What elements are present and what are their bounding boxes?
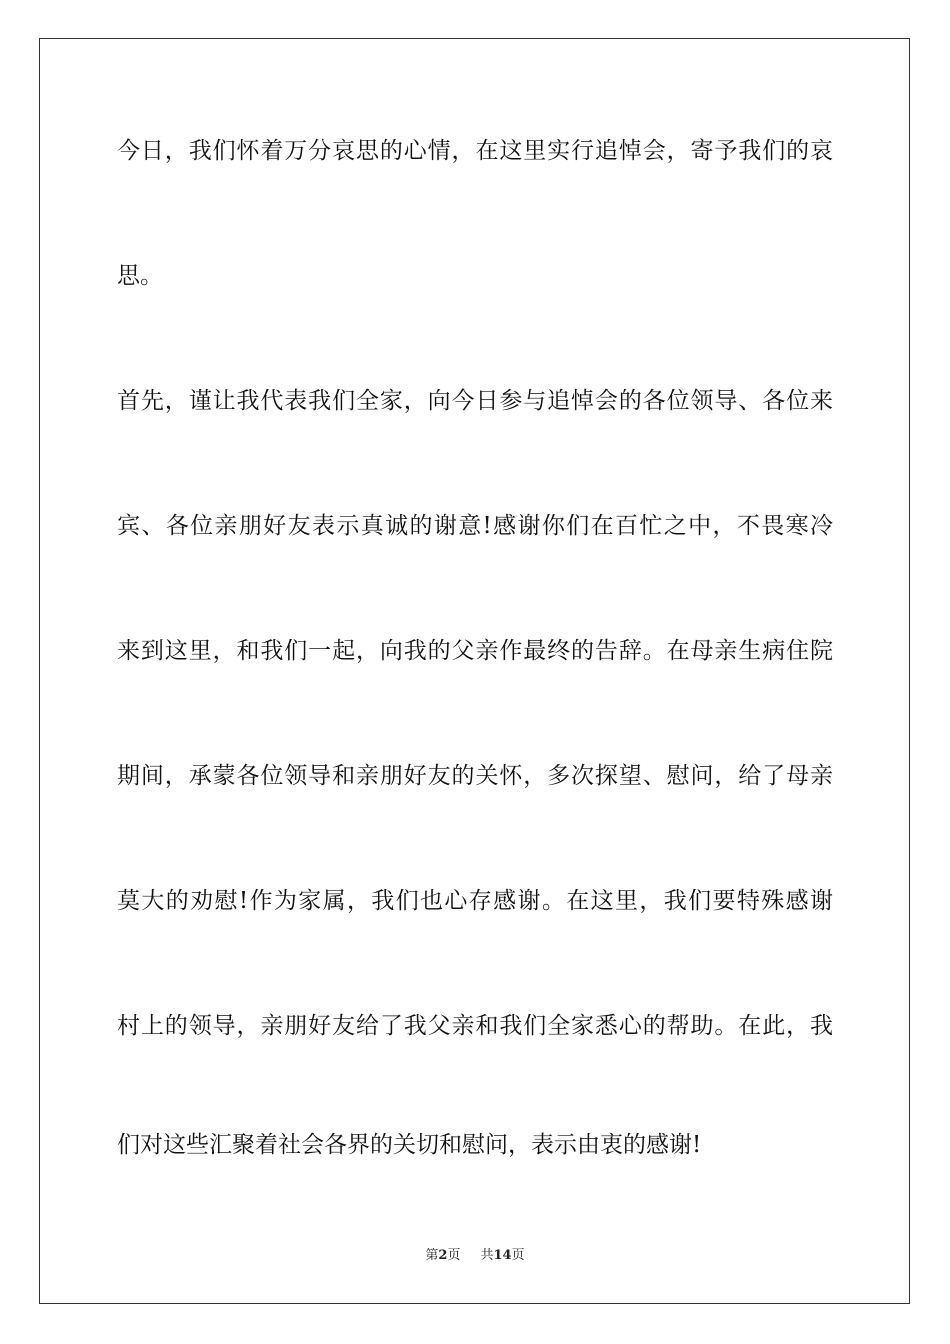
text-line-7: 莫大的劝慰!作为家属，我们也心存感谢。在这里，我们要特殊感谢 — [117, 888, 833, 914]
text-line-3: 首先，谨让我代表我们全家，向今日参与追悼会的各位领导、各位来 — [117, 388, 833, 414]
page-border — [39, 38, 910, 1304]
total-pages: 14 — [493, 1248, 512, 1263]
text-line-8: 村上的领导，亲朋好友给了我父亲和我们全家悉心的帮助。在此，我 — [117, 1013, 833, 1039]
total-label-suffix: 页 — [511, 1248, 525, 1263]
text-line-1: 今日，我们怀着万分哀思的心情，在这里实行追悼会，寄予我们的哀 — [117, 138, 833, 164]
page-footer — [0, 1247, 950, 1265]
text-line-9: 们对这些汇聚着社会各界的关切和慰问，表示由衷的感谢! — [117, 1132, 702, 1158]
total-label-prefix: 共 — [480, 1248, 494, 1263]
text-line-2: 思。 — [117, 263, 163, 289]
text-line-6: 期间，承蒙各位领导和亲朋好友的关怀，多次探望、慰问，给了母亲 — [117, 763, 833, 789]
text-line-5: 来到这里，和我们一起，向我的父亲作最终的告辞。在母亲生病住院 — [117, 638, 833, 664]
page-label-suffix: 页 — [447, 1248, 461, 1263]
page-label-prefix: 第 — [425, 1248, 439, 1263]
text-line-4: 宾、各位亲朋好友表示真诚的谢意!感谢你们在百忙之中，不畏寒冷 — [117, 513, 833, 539]
page-number: 2 — [438, 1248, 448, 1263]
